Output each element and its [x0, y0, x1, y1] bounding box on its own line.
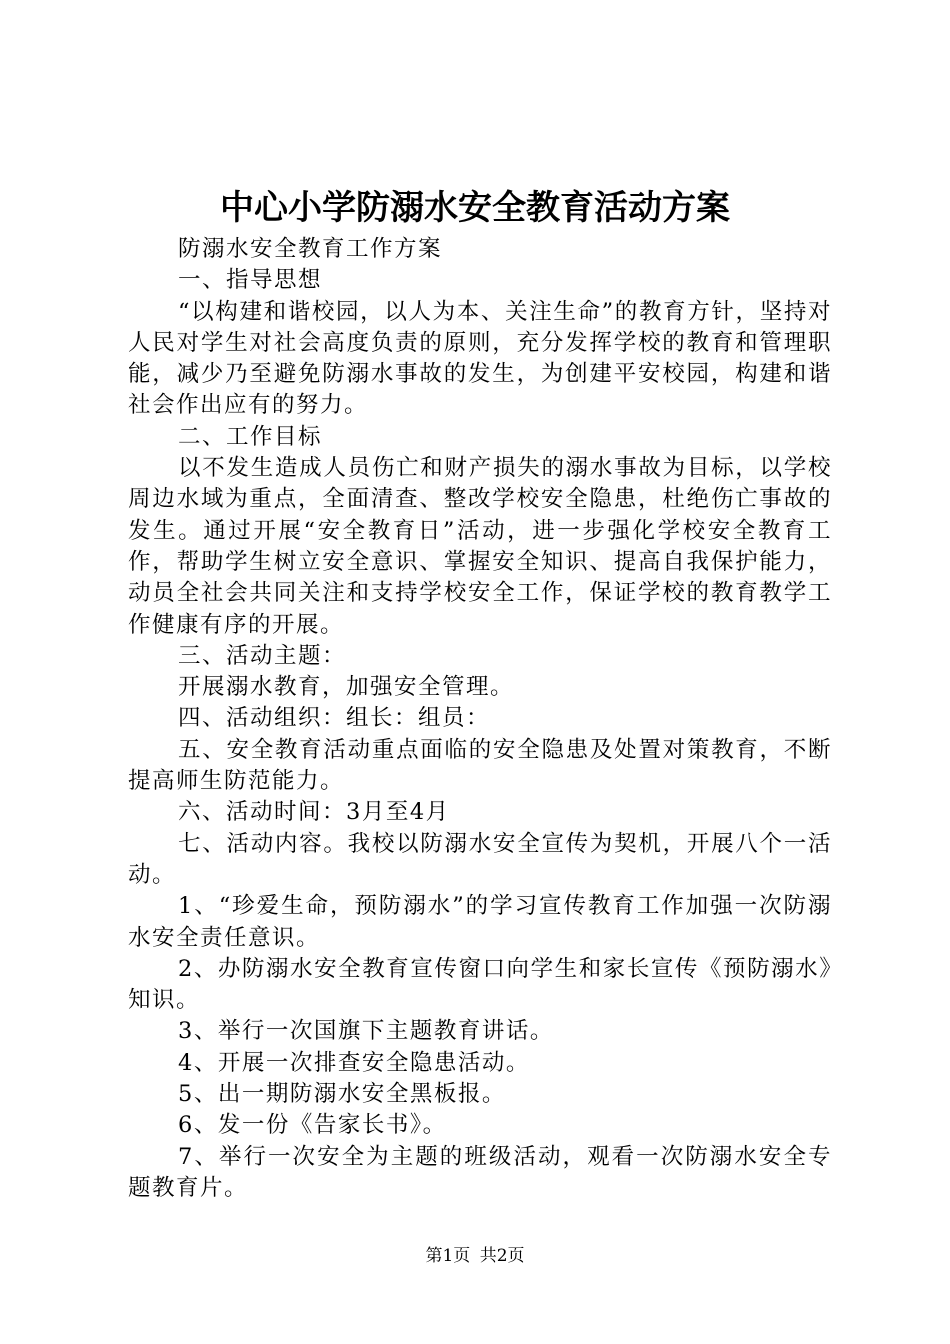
list-item: 1、“珍爱生命，预防溺水”的学习宣传教育工作加强一次防溺水安全责任意识。	[128, 893, 832, 951]
section-heading: 四、活动组织：组长：组员：	[178, 705, 491, 732]
paragraph: 五、安全教育活动重点面临的安全隐患及处置对策教育，不断提高师生防范能力。	[128, 736, 832, 795]
paragraph: 开展溺水教育，加强安全管理。	[178, 674, 515, 701]
paragraph: 七、活动内容。我校以防溺水安全宣传为契机，开展八个一活动。	[128, 830, 832, 888]
document-body	[128, 234, 832, 1204]
page-number: 第1页	[425, 1246, 471, 1266]
section-heading: 六、活动时间：3月至4月	[178, 799, 450, 826]
document-title: 中心小学防溺水安全教育活动方案	[220, 188, 730, 228]
paragraph: “以构建和谐校园，以人为本、关注生命”的教育方针，坚持对人民对学生对社会高度负责的原则，充分发挥学校的教育和管理职能，减少乃至避免防溺水事故的发生，为创建平安校园，构建和谐社会作出应有的努力。	[128, 298, 832, 419]
list-item: 3、举行一次国旗下主题教育讲话。	[178, 1018, 554, 1045]
page-footer	[0, 1245, 950, 1267]
list-item: 2、办防溺水安全教育宣传窗口向学生和家长宣传《预防溺水》知识。	[128, 955, 832, 1014]
list-item: 5、出一期防溺水安全黑板报。	[178, 1081, 506, 1108]
section-heading: 一、指导思想	[178, 267, 323, 294]
paragraph: 以不发生造成人员伤亡和财产损失的溺水事故为目标，以学校周边水域为重点，全面清查、整改学校安全隐患，杜绝伤亡事故的发生。通过开展“安全教育日”活动，进一步强化学校安全教育工作，帮助学生树立安全意识、掌握安全知识、提高自我保护能力，动员全社会共同关注和支持学校安全工作，保证学校的教育教学工作健康有序的开展。	[128, 455, 832, 638]
list-item: 7、举行一次安全为主题的班级活动，观看一次防溺水安全专题教育片。	[128, 1143, 832, 1201]
paragraph: 防溺水安全教育工作方案	[178, 236, 443, 262]
section-heading: 三、活动主题：	[178, 642, 347, 669]
list-item: 4、开展一次排查安全隐患活动。	[178, 1049, 530, 1076]
page-total: 共2页	[479, 1246, 525, 1266]
section-heading: 二、工作目标	[178, 423, 323, 450]
list-item: 6、发一份《告家长书》。	[178, 1112, 447, 1139]
